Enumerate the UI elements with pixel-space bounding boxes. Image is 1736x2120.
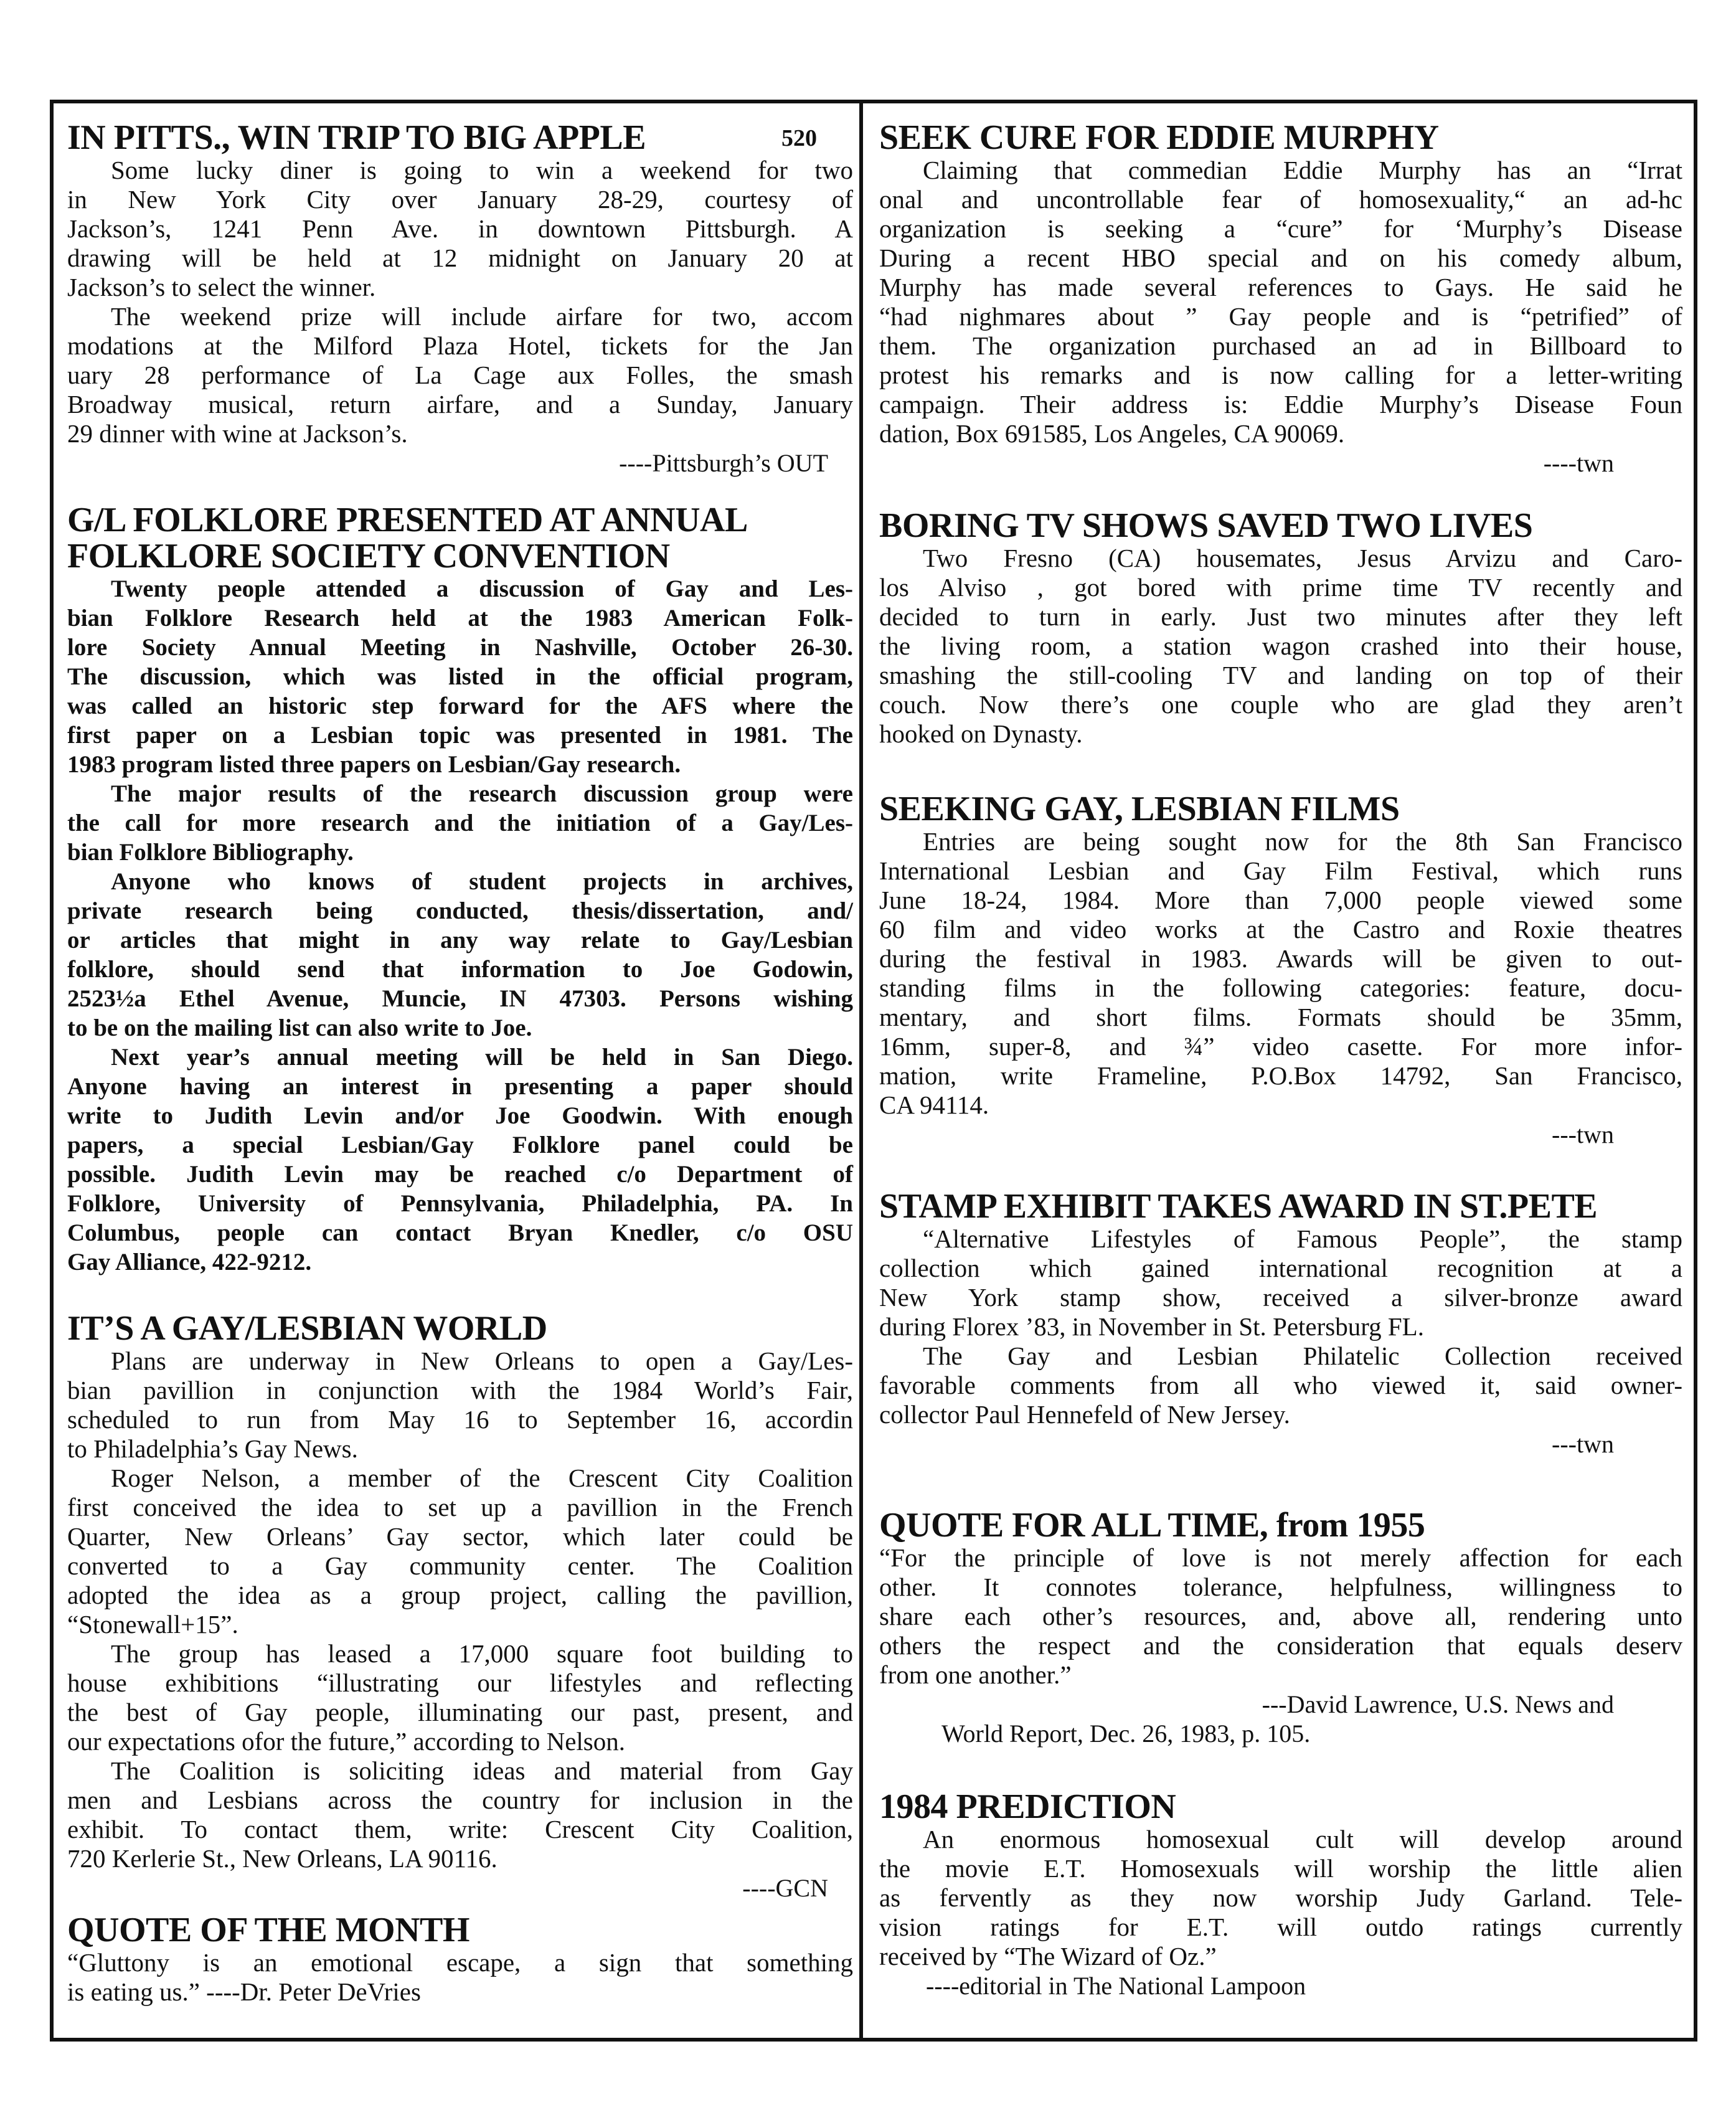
- article-headline: SEEKING GAY, LESBIAN FILMS: [879, 790, 1400, 828]
- body-text-line: scheduled to run from May 16 to September 16, accordin: [67, 1405, 853, 1434]
- body-text-line: Jackson’s, 1241 Penn Ave. in downtown Pittsburgh. A: [67, 214, 853, 243]
- article-paragraph: [67, 779, 853, 867]
- source-credit: ----editorial in The National Lampoon: [926, 1972, 1306, 2000]
- body-text-line: standing films in the following categories: feature, docu-: [879, 973, 1682, 1002]
- body-text-line: vision ratings for E.T. will outdo ratings currently: [879, 1913, 1682, 1941]
- body-text-line: first conceived the idea to set up a pavillion in the French: [67, 1493, 853, 1521]
- article-headline: 1984 PREDICTION: [879, 1787, 1176, 1826]
- source-credit: World Report, Dec. 26, 1983, p. 105.: [941, 1720, 1311, 1748]
- body-text-line: was called an historic step forward for the AFS where the: [67, 693, 853, 719]
- body-text-line: to Philadelphia’s Gay News.: [67, 1434, 358, 1463]
- article-headline: SEEK CURE FOR EDDIE MURPHY: [879, 118, 1439, 157]
- body-text-line: as fervently as they now worship Judy Garland. Tele-: [879, 1883, 1682, 1912]
- body-text-line: bian Folklore Bibliography.: [67, 839, 354, 866]
- body-text-line: house exhibitions “illustrating our lifestyles and reflecting: [67, 1668, 853, 1697]
- body-text-line: campaign. Their address is: Eddie Murphy’s Disease Foun: [879, 390, 1682, 419]
- body-text-line: 2523½a Ethel Avenue, Muncie, IN 47303. Persons wishing: [67, 985, 853, 1012]
- body-text-line: the movie E.T. Homosexuals will worship the little alien: [879, 1854, 1682, 1883]
- article-headline: G/L FOLKLORE PRESENTED AT ANNUAL: [67, 501, 748, 539]
- article-paragraph: [879, 1224, 1682, 1342]
- body-text-line: others the respect and the consideration that equals deserv: [879, 1631, 1682, 1660]
- article-quote-of-the-month: [67, 1912, 853, 2007]
- body-text-line: our expectations ofor the future,” according to Nelson.: [67, 1727, 625, 1756]
- body-text-line: “For the principle of love is not merely affection for each: [879, 1543, 1682, 1572]
- body-text-line: “Stonewall+15”.: [67, 1610, 238, 1639]
- body-text-line: Gay Alliance, 422-9212.: [67, 1249, 312, 1275]
- body-text-line: modations at the Milford Plaza Hotel, tickets for the Jan: [67, 331, 853, 360]
- source-credit: ----twn: [1543, 449, 1614, 477]
- body-text-line: favorable comments from all who viewed it, said owner-: [879, 1371, 1682, 1399]
- source-credit: ----Pittsburgh’s OUT: [619, 449, 828, 477]
- body-text-line: papers, a special Lesbian/Gay Folklore panel could be: [67, 1132, 853, 1158]
- body-text-line: dation, Box 691585, Los Angeles, CA 90069.: [879, 419, 1345, 448]
- source-credit: ---twn: [1552, 1120, 1614, 1148]
- article-headline: FOLKLORE SOCIETY CONVENTION: [67, 537, 670, 575]
- body-text-line: New York stamp show, received a silver-bronze award: [879, 1283, 1682, 1312]
- body-text-line: The major results of the research discussion group were: [111, 780, 853, 807]
- source-credit: ---twn: [1552, 1430, 1614, 1458]
- body-text-line: Murphy has made several references to Gays. He said he: [879, 273, 1682, 301]
- body-text-line: exhibit. To contact them, write: Crescent City Coalition,: [67, 1815, 853, 1843]
- body-text-line: during Florex ’83, in November in St. Petersburg FL.: [879, 1312, 1424, 1341]
- body-text-line: men and Lesbians across the country for inclusion in the: [67, 1786, 853, 1814]
- body-text-line: the living room, a station wagon crashed into their house,: [879, 632, 1682, 660]
- article-paragraph: [67, 867, 853, 1043]
- body-text-line: Two Fresno (CA) housemates, Jesus Arvizu and Caro-: [923, 544, 1682, 572]
- page-number: 520: [781, 125, 817, 151]
- body-text-line: lore Society Annual Meeting in Nashville, October 26-30.: [67, 634, 853, 661]
- body-text-line: los Alviso , got bored with prime time TV recently and: [879, 573, 1682, 602]
- body-text-line: them. The organization purchased an ad in Billboard to: [879, 331, 1682, 360]
- body-text-line: or articles that might in any way relate to Gay/Lesbian: [67, 927, 853, 954]
- article-headline: IT’S A GAY/LESBIAN WORLD: [67, 1309, 547, 1348]
- body-text-line: The discussion, which was listed in the official program,: [67, 663, 853, 690]
- body-text-line: protest his remarks and is now calling for a letter-writing: [879, 361, 1682, 389]
- body-text-line: from one another.”: [879, 1660, 1072, 1689]
- body-text-line: Jackson’s to select the winner.: [67, 273, 376, 301]
- article-headline: QUOTE FOR ALL TIME, from 1955: [879, 1506, 1425, 1545]
- body-text-line: Next year’s annual meeting will be held in San Diego.: [111, 1044, 853, 1071]
- body-text-line: collection which gained international recognition at a: [879, 1254, 1682, 1282]
- body-text-line: first paper on a Lesbian topic was presented in 1981. The: [67, 722, 853, 749]
- article-paragraph: [67, 574, 853, 779]
- body-text-line: Folklore, University of Pennsylvania, Philadelphia, PA. In: [67, 1190, 853, 1217]
- body-text-line: Columbus, people can contact Bryan Knedler, c/o OSU: [67, 1219, 853, 1246]
- body-text-line: Anyone having an interest in presenting a paper should: [67, 1073, 853, 1100]
- body-text-line: “Alternative Lifestyles of Famous People”, the stamp: [923, 1224, 1682, 1253]
- body-text-line: onal and uncontrollable fear of homosexuality,“ an ad-hc: [879, 185, 1682, 214]
- body-text-line: during the festival in 1983. Awards will be given to out-: [879, 944, 1682, 973]
- body-text-line: adopted the idea as a group project, calling the pavillion,: [67, 1581, 853, 1609]
- article-paragraph: [879, 156, 1682, 448]
- article-stamp-exhibit: [879, 1188, 1682, 1459]
- body-text-line: 1983 program listed three papers on Lesbian/Gay research.: [67, 751, 681, 778]
- body-text-line: other. It connotes tolerance, helpfulness, willingness to: [879, 1573, 1682, 1601]
- article-paragraph: [879, 827, 1682, 1120]
- body-text-line: is eating us.” ----Dr. Peter DeVries: [67, 1977, 421, 2006]
- body-text-line: The group has leased a 17,000 square foot building to: [111, 1639, 853, 1668]
- body-text-line: converted to a Gay community center. The Coalition: [67, 1551, 853, 1580]
- body-text-line: June 18-24, 1984. More than 7,000 people viewed some: [879, 886, 1682, 914]
- body-text-line: International Lesbian and Gay Film Festival, which runs: [879, 856, 1682, 885]
- article-gl-folklore: [67, 502, 853, 1277]
- article-headline: BORING TV SHOWS SAVED TWO LIVES: [879, 506, 1533, 545]
- article-paragraph: [67, 1464, 853, 1639]
- article-eddie-murphy: [879, 120, 1682, 478]
- body-text-line: 29 dinner with wine at Jackson’s.: [67, 419, 408, 448]
- article-paragraph: [67, 1756, 853, 1873]
- article-paragraph: [67, 1043, 853, 1277]
- article-paragraph: [879, 1543, 1682, 1690]
- body-text-line: The Gay and Lesbian Philatelic Collection received: [923, 1342, 1682, 1370]
- body-text-line: received by “The Wizard of Oz.”: [879, 1942, 1217, 1971]
- body-text-line: share each other’s resources, and, above all, rendering unto: [879, 1602, 1682, 1630]
- body-text-line: collector Paul Hennefeld of New Jersey.: [879, 1400, 1290, 1429]
- body-text-line: couch. Now there’s one couple who are glad they aren’t: [879, 690, 1682, 719]
- article-quote-for-all-time: [879, 1507, 1682, 1748]
- body-text-line: Claiming that commedian Eddie Murphy has an “Irrat: [923, 156, 1682, 184]
- source-credit: ----GCN: [742, 1874, 828, 1902]
- body-text-line: folklore, should send that information to Joe Godowin,: [67, 956, 853, 983]
- article-paragraph: [67, 302, 853, 448]
- body-text-line: The Coalition is soliciting ideas and material from Gay: [111, 1756, 853, 1785]
- body-text-line: smashing the still-cooling TV and landing on top of their: [879, 661, 1682, 689]
- article-boring-tv: [879, 508, 1682, 749]
- source-credit: ---David Lawrence, U.S. News and: [1262, 1690, 1614, 1718]
- body-text-line: decided to turn in early. Just two minutes after they left: [879, 602, 1682, 631]
- body-text-line: 720 Kerlerie St., New Orleans, LA 90116.: [67, 1844, 498, 1873]
- body-text-line: Broadway musical, return airfare, and a Sunday, January: [67, 390, 853, 419]
- body-text-line: CA 94114.: [879, 1091, 989, 1119]
- article-headline: IN PITTS., WIN TRIP TO BIG APPLE: [67, 118, 646, 157]
- body-text-line: uary 28 performance of La Cage aux Folles, the smash: [67, 361, 853, 389]
- body-text-line: mentary, and short films. Formats should be 35mm,: [879, 1003, 1682, 1031]
- body-text-line: During a recent HBO special and on his comedy album,: [879, 244, 1682, 272]
- article-1984-prediction: [879, 1789, 1682, 2000]
- article-seeking-films: [879, 791, 1682, 1149]
- article-pitts-trip: [67, 120, 853, 478]
- body-text-line: to be on the mailing list can also write to Joe.: [67, 1015, 532, 1041]
- body-text-line: Twenty people attended a discussion of Gay and Les-: [111, 575, 853, 602]
- body-text-line: “Gluttony is an emotional escape, a sign that something: [67, 1948, 853, 1977]
- body-text-line: “had nighmares about ” Gay people and is “petrified” of: [879, 302, 1682, 331]
- body-text-line: in New York City over January 28-29, courtesy of: [67, 185, 853, 214]
- article-paragraph: [879, 1825, 1682, 1971]
- article-paragraph: [67, 156, 853, 302]
- body-text-line: possible. Judith Levin may be reached c/o Department of: [67, 1161, 853, 1188]
- body-text-line: bian Folklore Research held at the 1983 American Folk-: [67, 605, 853, 632]
- body-text-line: Some lucky diner is going to win a weekend for two: [111, 156, 853, 184]
- body-text-line: Anyone who knows of student projects in archives,: [111, 868, 853, 895]
- body-text-line: hooked on Dynasty.: [879, 719, 1083, 748]
- body-text-line: organization is seeking a “cure” for ‘Murphy’s Disease: [879, 214, 1682, 243]
- body-text-line: An enormous homosexual cult will develop around: [923, 1825, 1682, 1853]
- body-text-line: 60 film and video works at the Castro and Roxie theatres: [879, 915, 1682, 944]
- body-text-line: Entries are being sought now for the 8th San Francisco: [923, 827, 1682, 856]
- body-text-line: write to Judith Levin and/or Joe Goodwin. With enough: [67, 1102, 853, 1129]
- article-gay-lesbian-world: [67, 1310, 853, 1903]
- body-text-line: mation, write Frameline, P.O.Box 14792, San Francisco,: [879, 1061, 1682, 1090]
- article-headline: QUOTE OF THE MONTH: [67, 1911, 469, 1949]
- article-paragraph: [67, 1639, 853, 1756]
- body-text-line: Quarter, New Orleans’ Gay sector, which later could be: [67, 1522, 853, 1551]
- article-paragraph: [879, 544, 1682, 749]
- body-text-line: Plans are underway in New Orleans to open a Gay/Les-: [111, 1346, 853, 1375]
- body-text-line: private research being conducted, thesis/dissertation, and/: [67, 897, 853, 924]
- article-paragraph: [67, 1948, 853, 2007]
- body-text-line: Roger Nelson, a member of the Crescent City Coalition: [111, 1464, 853, 1492]
- body-text-line: the call for more research and the initiation of a Gay/Les-: [67, 810, 853, 836]
- body-text-line: 16mm, super-8, and ¾” video casette. For more infor-: [879, 1032, 1682, 1061]
- body-text-line: The weekend prize will include airfare for two, accom: [111, 302, 853, 331]
- article-paragraph: [67, 1346, 853, 1464]
- article-paragraph: [879, 1342, 1682, 1429]
- column-divider: [859, 100, 863, 2042]
- body-text-line: bian pavillion in conjunction with the 1984 World’s Fair,: [67, 1376, 853, 1404]
- body-text-line: drawing will be held at 12 midnight on January 20 at: [67, 244, 853, 272]
- article-headline: STAMP EXHIBIT TAKES AWARD IN ST.PETE: [879, 1187, 1598, 1226]
- body-text-line: the best of Gay people, illuminating our past, present, and: [67, 1698, 853, 1726]
